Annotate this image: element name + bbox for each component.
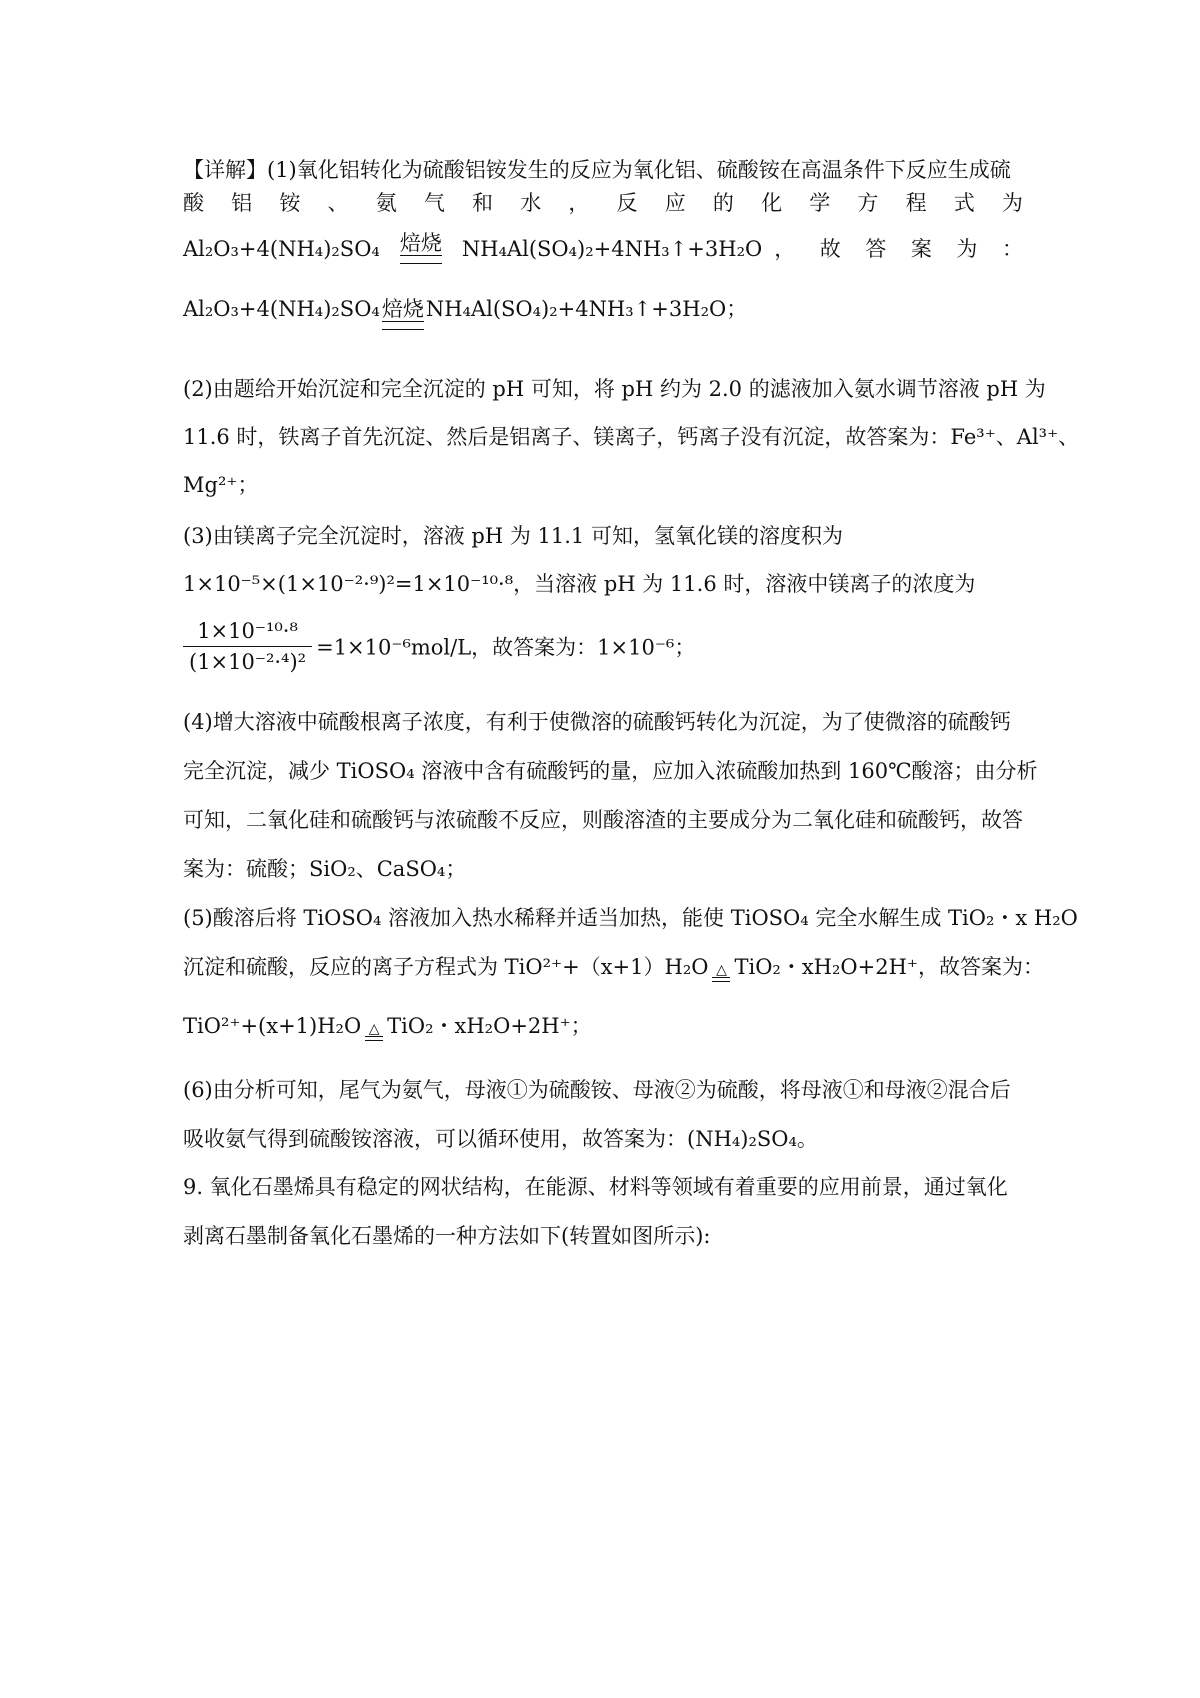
eq2-right: NH₄Al(SO₄)₂+4NH₃↑+3H₂O； [425, 297, 748, 321]
para5-line3-b: TiO₂・xH₂O+2H⁺； [387, 1014, 592, 1038]
para4-line2: 完全沉淀，减少 TiOSO₄ 溶液中含有硫酸钙的量，应加入浓硫酸加热到 160℃酸溶；由分析 [183, 759, 1038, 783]
para5-line2-b: TiO₂・xH₂O+2H⁺，故答案为： [734, 955, 1044, 979]
para1-line2-char: 铝 [231, 191, 253, 215]
para1-line2-char: 学 [809, 191, 831, 215]
para3-line3 [183, 618, 1023, 675]
delta-symbol: △ [716, 962, 727, 978]
eq1-reaction-condition [400, 232, 442, 264]
eq1-tail-char: 故 [819, 237, 841, 261]
para3-line3-tail: =1×10⁻⁶mol/L，故答案为：1×10⁻⁶； [316, 635, 696, 660]
para2-line2: 11.6 时，铁离子首先沉淀、然后是铝离子、镁离子，钙离子没有沉淀，故答案为：Fe³⁺、Al³⁺、 [183, 425, 1080, 449]
para1-line2-char: 酸 [183, 191, 204, 215]
para1-line1: 【详解】(1)氧化铝转化为硫酸铝铵发生的反应为氧化铝、硫酸铵在高温条件下反应生成硫 [183, 158, 1011, 182]
heating-equals-sign [712, 963, 730, 982]
para6-line2: 吸收氨气得到硫酸铵溶液，可以循环使用，故答案为：(NH₄)₂SO₄。 [183, 1127, 818, 1151]
equation-1-line [183, 232, 1023, 264]
eq2-left: Al₂O₃+4(NH₄)₂SO₄ [183, 297, 380, 321]
para1-line2-char: 式 [953, 191, 975, 215]
fraction [183, 618, 312, 675]
para1-line2-char: 方 [857, 191, 879, 215]
eq1-tail-char: ， [774, 237, 796, 261]
para1-line2-char: 反 [616, 191, 638, 215]
eq1-tail [774, 234, 1023, 264]
eq2-equals-sign [382, 321, 424, 330]
eq1-equals-sign [400, 255, 442, 264]
para1-line2-char: 程 [905, 191, 927, 215]
fraction-numerator: 1×10⁻¹⁰·⁸ [183, 618, 312, 647]
para3-line1: (3)由镁离子完全沉淀时，溶液 pH 为 11.1 可知，氢氧化镁的溶度积为 [183, 524, 843, 548]
eq1-tail-char: 案 [910, 237, 932, 261]
para3-line2: 1×10⁻⁵×(1×10⁻²·⁹)²=1×10⁻¹⁰·⁸，当溶液 pH 为 11.6 时，溶液中镁离子的浓度为 [183, 572, 976, 596]
para1-line2-char: 为 [1001, 191, 1023, 215]
eq1-tail-char: 为 [956, 237, 978, 261]
para1-line2-char: 气 [423, 191, 445, 215]
para1-line2-char: ， [568, 191, 590, 215]
para5-line2-a: 沉淀和硫酸，反应的离子方程式为 TiO²⁺+（x+1）H₂O [183, 955, 709, 979]
para4-line4: 案为：硫酸；SiO₂、CaSO₄； [183, 857, 467, 881]
para2-line1: (2)由题给开始沉淀和完全沉淀的 pH 可知，将 pH 约为 2.0 的滤液加入氨水调节溶液 pH 为 [183, 377, 1046, 401]
para2-line3: Mg²⁺； [183, 473, 259, 497]
para4-line3: 可知，二氧化硅和硫酸钙与浓硫酸不反应，则酸溶渣的主要成分为二氧化硅和硫酸钙，故答 [183, 808, 1023, 832]
para5-line2 [183, 952, 1044, 982]
para5-line3-a: TiO²⁺+(x+1)H₂O [183, 1014, 362, 1038]
eq2-condition-label: 焙烧 [381, 297, 424, 321]
para1-line2-char: 应 [664, 191, 686, 215]
eq2-reaction-condition [382, 298, 424, 330]
eq1-right: NH₄Al(SO₄)₂+4NH₃↑+3H₂O [461, 237, 763, 261]
para1-line2-char: 铵 [279, 191, 301, 215]
para5-line3 [183, 1011, 1023, 1041]
fraction-denominator: (1×10⁻²·⁴)² [189, 650, 307, 674]
para1-line2-char: 氨 [375, 191, 397, 215]
para1-line2-char: 和 [472, 191, 494, 215]
eq1-left: Al₂O₃+4(NH₄)₂SO₄ [183, 237, 380, 261]
para1-line2-char: 、 [327, 191, 349, 215]
heating-equals-sign-2 [365, 1022, 383, 1041]
para1-line2-char: 水 [520, 191, 542, 215]
equation-2-line [183, 294, 1023, 330]
eq1-tail-char: ： [1001, 237, 1023, 261]
eq1-tail-char: 答 [865, 237, 887, 261]
para1-line2 [183, 188, 1023, 218]
question9-line2: 剥离石墨制备氧化石墨烯的一种方法如下(转置如图所示): [183, 1224, 711, 1248]
question9-line1: 9. 氧化石墨烯具有稳定的网状结构，在能源、材料等领域有着重要的应用前景，通过氧化 [183, 1175, 1008, 1199]
para6-line1: (6)由分析可知，尾气为氨气，母液①为硫酸铵、母液②为硫酸，将母液①和母液②混合后 [183, 1078, 1011, 1102]
delta-symbol-2: △ [368, 1021, 380, 1037]
para4-line1: (4)增大溶液中硫酸根离子浓度，有利于使微溶的硫酸钙转化为沉淀，为了使微溶的硫酸钙 [183, 710, 1011, 734]
para1-line2-char: 的 [712, 191, 734, 215]
para1-line2-char: 化 [761, 191, 783, 215]
eq1-condition-label: 焙烧 [399, 231, 442, 255]
para5-line1: (5)酸溶后将 TiOSO₄ 溶液加入热水稀释并适当加热，能使 TiOSO₄ 完全水解生成 TiO₂・x H₂O [183, 906, 1078, 930]
